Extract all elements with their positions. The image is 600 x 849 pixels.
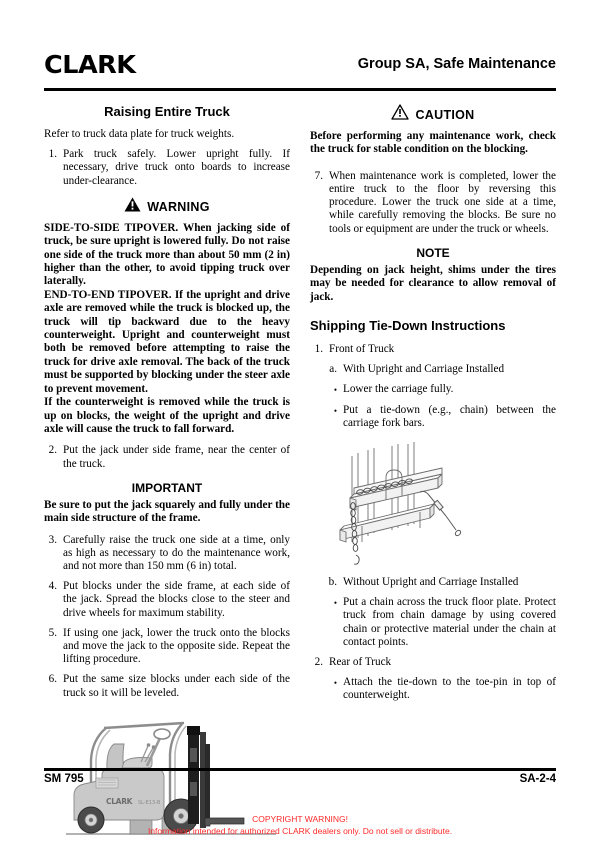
list-marker: 3. — [48, 533, 57, 546]
warning-header — [44, 197, 290, 217]
list-item-5 — [44, 627, 290, 667]
caution-triangle-icon — [391, 104, 409, 125]
tiedown-bullet-1 — [310, 383, 556, 396]
list-item-4 — [44, 580, 290, 620]
list-item-text: If using one jack, lower the truck onto the blocks and move the jack to the opposite side. Repeat the lifting procedure. — [63, 626, 290, 666]
tiedown-item-1 — [310, 343, 556, 356]
page-title: Group SA, Safe Maintenance — [357, 56, 556, 72]
copyright-warning-title: COPYRIGHT WARNING! — [252, 814, 348, 824]
svg-text:CLARK: CLARK — [106, 796, 133, 806]
list-item-3 — [44, 534, 290, 574]
page-footer — [44, 773, 556, 785]
bullet-icon: • — [333, 598, 337, 609]
note-label: NOTE — [416, 245, 450, 260]
footer-divider — [44, 768, 556, 771]
tiedown-item-1b — [310, 576, 556, 589]
right-column — [310, 104, 556, 710]
list-marker: b. — [328, 576, 337, 589]
carriage-fork-bars-tiedown-illustration — [310, 438, 556, 566]
list-item-text: Put blocks under the side frame, at each side of the jack. Spread the blocks close to the steer and drive wheels for maximum stability. — [63, 580, 290, 619]
caution-label: CAUTION — [415, 107, 475, 122]
caution-text: Before performing any maintenance work, check the truck for stable condition on the blocking. — [310, 130, 556, 156]
list-item-6 — [44, 673, 290, 699]
list-item-text: Put a tie-down (e.g., chain) between the carriage fork bars. — [343, 403, 556, 429]
list-item-text: With Upright and Carriage Installed — [343, 363, 505, 376]
tiedown-bullet-2 — [310, 404, 556, 430]
warning-paragraph-3: If the counterweight is removed while the truck is up on blocks, the weight of the upright and drive axle will cause the truck to fall forward. — [44, 396, 290, 435]
copyright-warning — [0, 814, 600, 837]
list-item-7 — [310, 170, 556, 236]
list-item-1 — [44, 148, 290, 188]
important-body — [44, 499, 290, 526]
caution-header — [310, 104, 556, 125]
header-divider — [44, 88, 556, 91]
svg-text:SL-E13-B: SL-E13-B — [138, 799, 161, 806]
section-heading-shipping-tie-down: Shipping Tie-Down Instructions — [310, 318, 506, 334]
warning-triangle-icon — [124, 197, 141, 217]
list-item-text: Carefully raise the truck one side at a time, only as high as necessary to do the maintenance work, and not more than 150 mm (6 in) total. — [63, 533, 290, 572]
list-item-text: Put the jack under side frame, near the center of the truck. — [63, 444, 290, 470]
list-item-text: Lower the carriage fully. — [343, 383, 454, 396]
list-marker: a. — [329, 363, 337, 376]
list-item-text: Put a chain across the truck floor plate. Protect truck from chain damage by using covered chain or protective material under the chain at contact points. — [343, 596, 556, 648]
list-marker: 1. — [314, 343, 323, 356]
bullet-icon: • — [333, 678, 337, 689]
tiedown-item-2 — [310, 656, 556, 669]
section-heading-raising-entire-truck: Raising Entire Truck — [104, 104, 230, 119]
page-header — [44, 52, 556, 92]
list-item-text: Put the same size blocks under each side of the truck so it will be leveled. — [63, 673, 290, 699]
list-item-text: When maintenance work is completed, lower the entire truck to the floor by reversing this procedure. Lower the truck one side at a time, while carefully removing the blocks. Be sure no tools or equipment are under the truck or wheels. — [329, 169, 556, 235]
tiedown-bullet-4 — [310, 676, 556, 702]
list-item-text: Rear of Truck — [329, 656, 392, 669]
warning-paragraph-1: SIDE-TO-SIDE TIPOVER. When jacking side of truck, be sure upright is lowered fully. Do not raise one side of the truck more than about 50 mm (2 in) higher than the other, to avoid tipping truck over laterally. — [44, 221, 290, 288]
list-item-text: Attach the tie-down to the toe-pin in top of counterweight. — [343, 676, 556, 702]
footer-page-number: SA-2-4 — [519, 773, 556, 785]
list-marker: 2. — [314, 656, 323, 669]
bullet-icon: • — [333, 405, 337, 416]
footer-manual-number: SM 795 — [44, 773, 84, 785]
intro-paragraph: Refer to truck data plate for truck weights. — [44, 128, 235, 140]
list-marker: 2. — [48, 444, 57, 457]
list-item-text: Park truck safely. Lower upright fully. If necessary, drive truck onto boards to increase under-clearance. — [63, 148, 290, 187]
important-label: IMPORTANT — [131, 480, 203, 495]
note-body — [310, 264, 556, 304]
left-column — [44, 104, 290, 844]
bullet-icon: • — [333, 385, 337, 396]
copyright-warning-line: Information intended for authorized CLARK dealers only. Do not sell or distribute. — [147, 825, 453, 836]
caution-body — [310, 130, 556, 157]
tiedown-item-1a — [310, 363, 556, 376]
warning-label: WARNING — [147, 199, 210, 214]
warning-body — [44, 222, 290, 437]
list-marker: 7. — [314, 169, 323, 182]
list-item-text: Without Upright and Carriage Installed — [343, 576, 519, 589]
list-item-2 — [44, 444, 290, 470]
list-marker: 5. — [48, 626, 57, 639]
list-marker: 4. — [48, 580, 57, 593]
important-text: Be sure to put the jack squarely and fully under the main side structure of the frame. — [44, 498, 290, 525]
list-marker: 1. — [48, 148, 57, 161]
note-text: Depending on jack height, shims under the tires may be needed for clearance to allow removal of jack. — [310, 263, 556, 303]
list-item-text: Front of Truck — [329, 343, 395, 356]
warning-paragraph-2: END-TO-END TIPOVER. If the upright and drive axle are removed while the truck is blocked up, the truck will tip backward due to the heavy counterweight. Upright and counterweight must both be removed before attempting to raise the truck for drive axle removal. The back of the truck must be supported by blocking under the steer axle to prevent movement. — [44, 288, 290, 395]
clark-logo: CLARK — [44, 50, 136, 79]
tiedown-bullet-3 — [310, 596, 556, 649]
list-marker: 6. — [48, 673, 57, 686]
